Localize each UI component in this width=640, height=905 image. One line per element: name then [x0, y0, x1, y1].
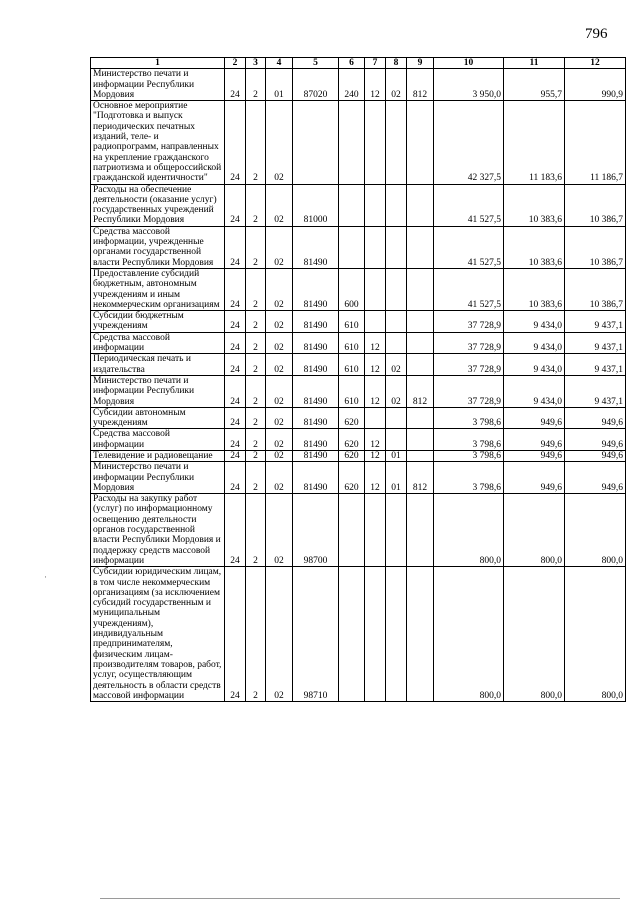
cell-amount-10: 41 527,5	[434, 226, 504, 268]
cell-amount-10: 42 327,5	[434, 101, 504, 184]
column-header: 3	[246, 58, 266, 69]
cell-code-7	[365, 311, 386, 333]
cell-code-8: 01	[386, 450, 407, 461]
column-header: 7	[365, 58, 386, 69]
column-header: 4	[266, 58, 293, 69]
cell-code-5: 98700	[293, 494, 339, 567]
cell-amount-11: 949,6	[504, 407, 565, 429]
cell-amount-11: 949,6	[504, 462, 565, 494]
cell-code-4: 02	[266, 407, 293, 429]
cell-amount-12: 9 437,1	[565, 375, 626, 407]
cell-code-6: 620	[339, 450, 365, 461]
cell-amount-11: 9 434,0	[504, 311, 565, 333]
cell-code-9	[407, 184, 434, 226]
cell-code-5: 87020	[293, 69, 339, 101]
cell-code-3: 2	[246, 184, 266, 226]
cell-code-7	[365, 184, 386, 226]
cell-row-name: Министерство печати и информации Республики Мордовия	[91, 375, 225, 407]
cell-amount-10: 37 728,9	[434, 354, 504, 376]
cell-code-4: 02	[266, 226, 293, 268]
cell-code-8	[386, 268, 407, 310]
cell-code-3: 2	[246, 462, 266, 494]
cell-row-name: Телевидение и радиовещание	[91, 450, 225, 461]
scan-mark: ·	[44, 572, 47, 582]
cell-code-2: 24	[225, 354, 246, 376]
cell-code-2: 24	[225, 462, 246, 494]
table-row	[91, 450, 626, 461]
cell-code-3: 2	[246, 375, 266, 407]
table-row	[91, 494, 626, 567]
cell-code-6	[339, 494, 365, 567]
cell-code-6: 620	[339, 407, 365, 429]
cell-code-5: 81490	[293, 462, 339, 494]
cell-code-9: 812	[407, 462, 434, 494]
cell-code-4: 02	[266, 101, 293, 184]
column-header: 8	[386, 58, 407, 69]
page-number: 796	[585, 26, 608, 42]
cell-code-5: 81490	[293, 407, 339, 429]
cell-amount-11: 800,0	[504, 567, 565, 702]
table-row	[91, 69, 626, 101]
cell-code-2: 24	[225, 226, 246, 268]
cell-code-6: 620	[339, 462, 365, 494]
table-row	[91, 184, 626, 226]
cell-amount-10: 37 728,9	[434, 332, 504, 354]
table-row	[91, 101, 626, 184]
cell-code-5: 81490	[293, 311, 339, 333]
cell-code-9	[407, 429, 434, 451]
cell-code-8	[386, 407, 407, 429]
cell-code-7: 12	[365, 375, 386, 407]
table-row	[91, 311, 626, 333]
cell-code-3: 2	[246, 407, 266, 429]
cell-code-2: 24	[225, 101, 246, 184]
column-header: 12	[565, 58, 626, 69]
cell-code-7	[365, 407, 386, 429]
cell-code-6	[339, 101, 365, 184]
cell-code-3: 2	[246, 226, 266, 268]
cell-code-7: 12	[365, 450, 386, 461]
cell-code-2: 24	[225, 184, 246, 226]
cell-code-4: 02	[266, 332, 293, 354]
cell-code-9	[407, 407, 434, 429]
cell-code-4: 02	[266, 354, 293, 376]
cell-code-6: 600	[339, 268, 365, 310]
cell-code-8	[386, 429, 407, 451]
cell-code-5: 81000	[293, 184, 339, 226]
cell-code-6	[339, 567, 365, 702]
cell-code-5: 81490	[293, 332, 339, 354]
cell-code-6	[339, 226, 365, 268]
cell-code-6: 610	[339, 311, 365, 333]
cell-code-7	[365, 226, 386, 268]
table-row	[91, 375, 626, 407]
cell-amount-12: 10 386,7	[565, 184, 626, 226]
column-header: 2	[225, 58, 246, 69]
cell-code-8: 01	[386, 462, 407, 494]
cell-code-8: 02	[386, 69, 407, 101]
table-row	[91, 332, 626, 354]
table-row	[91, 226, 626, 268]
cell-code-8: 02	[386, 354, 407, 376]
cell-amount-10: 800,0	[434, 567, 504, 702]
cell-code-7	[365, 494, 386, 567]
cell-row-name: Основное мероприятие "Подготовка и выпуск периодических печатных изданий, теле- и радиопрограмм, направленных на укрепление гражданского патриотизма и общероссийской гражданской идентичности"	[91, 101, 225, 184]
cell-code-7: 12	[365, 332, 386, 354]
cell-code-3: 2	[246, 69, 266, 101]
cell-amount-12: 949,6	[565, 429, 626, 451]
cell-amount-11: 9 434,0	[504, 354, 565, 376]
cell-code-8	[386, 332, 407, 354]
cell-code-3: 2	[246, 494, 266, 567]
cell-code-3: 2	[246, 332, 266, 354]
cell-amount-11: 11 183,6	[504, 101, 565, 184]
cell-code-5: 98710	[293, 567, 339, 702]
table-row	[91, 268, 626, 310]
cell-code-4: 02	[266, 429, 293, 451]
cell-code-9	[407, 354, 434, 376]
cell-amount-12: 9 437,1	[565, 354, 626, 376]
cell-code-7: 12	[365, 354, 386, 376]
cell-code-6: 610	[339, 354, 365, 376]
cell-code-6: 610	[339, 375, 365, 407]
cell-code-6: 610	[339, 332, 365, 354]
cell-amount-11: 955,7	[504, 69, 565, 101]
column-header: 10	[434, 58, 504, 69]
cell-row-name: Средства массовой информации	[91, 332, 225, 354]
cell-amount-10: 37 728,9	[434, 375, 504, 407]
cell-code-4: 02	[266, 462, 293, 494]
cell-code-3: 2	[246, 429, 266, 451]
column-header: 6	[339, 58, 365, 69]
page-bottom-rule	[100, 898, 620, 899]
cell-amount-12: 9 437,1	[565, 332, 626, 354]
cell-code-2: 24	[225, 268, 246, 310]
cell-code-5: 81490	[293, 268, 339, 310]
cell-code-5: 81490	[293, 375, 339, 407]
cell-code-2: 24	[225, 332, 246, 354]
cell-amount-12: 9 437,1	[565, 311, 626, 333]
cell-code-6: 240	[339, 69, 365, 101]
table-body	[91, 69, 626, 702]
cell-code-9	[407, 268, 434, 310]
cell-code-8	[386, 101, 407, 184]
cell-code-4: 02	[266, 567, 293, 702]
cell-code-5: 81490	[293, 226, 339, 268]
cell-code-8	[386, 311, 407, 333]
table-row	[91, 429, 626, 451]
cell-amount-10: 41 527,5	[434, 184, 504, 226]
table-row	[91, 462, 626, 494]
cell-code-9: 812	[407, 375, 434, 407]
cell-row-name: Предоставление субсидий бюджетным, автономным учреждениям и иным некоммерческим организациям	[91, 268, 225, 310]
cell-code-9	[407, 101, 434, 184]
column-header: 11	[504, 58, 565, 69]
cell-code-4: 02	[266, 184, 293, 226]
cell-amount-11: 800,0	[504, 494, 565, 567]
table-row	[91, 567, 626, 702]
table-row	[91, 407, 626, 429]
table-row	[91, 354, 626, 376]
cell-code-2: 24	[225, 567, 246, 702]
cell-code-9	[407, 311, 434, 333]
cell-row-name: Министерство печати и информации Республики Мордовия	[91, 462, 225, 494]
column-header: 5	[293, 58, 339, 69]
cell-code-4: 02	[266, 311, 293, 333]
cell-code-8	[386, 494, 407, 567]
cell-amount-11: 949,6	[504, 450, 565, 461]
cell-amount-11: 10 383,6	[504, 184, 565, 226]
cell-code-5: 81490	[293, 429, 339, 451]
cell-amount-12: 949,6	[565, 462, 626, 494]
cell-code-9	[407, 494, 434, 567]
cell-code-2: 24	[225, 311, 246, 333]
cell-row-name: Средства массовой информации, учрежденные органами государственной власти Республики Мордовия	[91, 226, 225, 268]
cell-code-8	[386, 567, 407, 702]
cell-code-5: 81490	[293, 450, 339, 461]
cell-code-7: 12	[365, 462, 386, 494]
cell-code-2: 24	[225, 429, 246, 451]
cell-amount-12: 10 386,7	[565, 268, 626, 310]
cell-code-9: 812	[407, 69, 434, 101]
cell-amount-12: 949,6	[565, 407, 626, 429]
cell-code-5	[293, 101, 339, 184]
cell-amount-10: 3 950,0	[434, 69, 504, 101]
cell-row-name: Субсидии юридическим лицам, в том числе некоммерческим организациям (за исключением субсидий государственным и муниципальным учреждениям), индивидуальным предпринимателям, физическим лицам-производителям товаров, работ, услуг, осуществляющим деятельность в области средств массовой информации	[91, 567, 225, 702]
cell-code-6	[339, 184, 365, 226]
cell-code-7: 12	[365, 429, 386, 451]
cell-amount-10: 3 798,6	[434, 462, 504, 494]
column-header: 1	[91, 58, 225, 69]
cell-code-3: 2	[246, 268, 266, 310]
cell-amount-11: 10 383,6	[504, 268, 565, 310]
cell-code-7: 12	[365, 69, 386, 101]
cell-code-4: 02	[266, 375, 293, 407]
cell-code-4: 01	[266, 69, 293, 101]
cell-row-name: Субсидии автономным учреждениям	[91, 407, 225, 429]
cell-amount-11: 9 434,0	[504, 332, 565, 354]
cell-code-2: 24	[225, 450, 246, 461]
cell-amount-10: 41 527,5	[434, 268, 504, 310]
cell-code-2: 24	[225, 494, 246, 567]
cell-code-9	[407, 226, 434, 268]
cell-amount-10: 37 728,9	[434, 311, 504, 333]
cell-row-name: Субсидии бюджетным учреждениям	[91, 311, 225, 333]
cell-code-9	[407, 567, 434, 702]
cell-row-name: Министерство печати и информации Республики Мордовия	[91, 69, 225, 101]
cell-row-name: Периодическая печать и издательства	[91, 354, 225, 376]
cell-amount-10: 3 798,6	[434, 450, 504, 461]
cell-code-3: 2	[246, 354, 266, 376]
cell-row-name: Расходы на обеспечение деятельности (оказание услуг) государственных учреждений Республики Мордовия	[91, 184, 225, 226]
cell-row-name: Расходы на закупку работ (услуг) по информационному освещению деятельности органов государственной власти Республики Мордовия и поддержку средств массовой информации	[91, 494, 225, 567]
cell-code-2: 24	[225, 407, 246, 429]
cell-code-5: 81490	[293, 354, 339, 376]
cell-amount-12: 11 186,7	[565, 101, 626, 184]
cell-code-8	[386, 226, 407, 268]
cell-amount-12: 10 386,7	[565, 226, 626, 268]
cell-code-6: 620	[339, 429, 365, 451]
cell-code-2: 24	[225, 375, 246, 407]
cell-code-3: 2	[246, 450, 266, 461]
cell-amount-12: 800,0	[565, 494, 626, 567]
cell-amount-10: 3 798,6	[434, 407, 504, 429]
cell-code-8: 02	[386, 375, 407, 407]
cell-code-7	[365, 268, 386, 310]
cell-code-4: 02	[266, 450, 293, 461]
cell-amount-11: 9 434,0	[504, 375, 565, 407]
cell-row-name: Средства массовой информации	[91, 429, 225, 451]
cell-code-7	[365, 567, 386, 702]
cell-amount-10: 3 798,6	[434, 429, 504, 451]
cell-code-4: 02	[266, 494, 293, 567]
cell-code-3: 2	[246, 101, 266, 184]
cell-code-4: 02	[266, 268, 293, 310]
cell-amount-12: 949,6	[565, 450, 626, 461]
budget-table	[90, 57, 626, 702]
cell-code-3: 2	[246, 311, 266, 333]
cell-amount-11: 949,6	[504, 429, 565, 451]
cell-code-8	[386, 184, 407, 226]
cell-amount-11: 10 383,6	[504, 226, 565, 268]
column-header: 9	[407, 58, 434, 69]
cell-code-7	[365, 101, 386, 184]
cell-code-2: 24	[225, 69, 246, 101]
cell-amount-10: 800,0	[434, 494, 504, 567]
cell-amount-12: 800,0	[565, 567, 626, 702]
cell-amount-12: 990,9	[565, 69, 626, 101]
cell-code-3: 2	[246, 567, 266, 702]
cell-code-9	[407, 332, 434, 354]
cell-code-9	[407, 450, 434, 461]
table-header-row	[91, 58, 626, 69]
